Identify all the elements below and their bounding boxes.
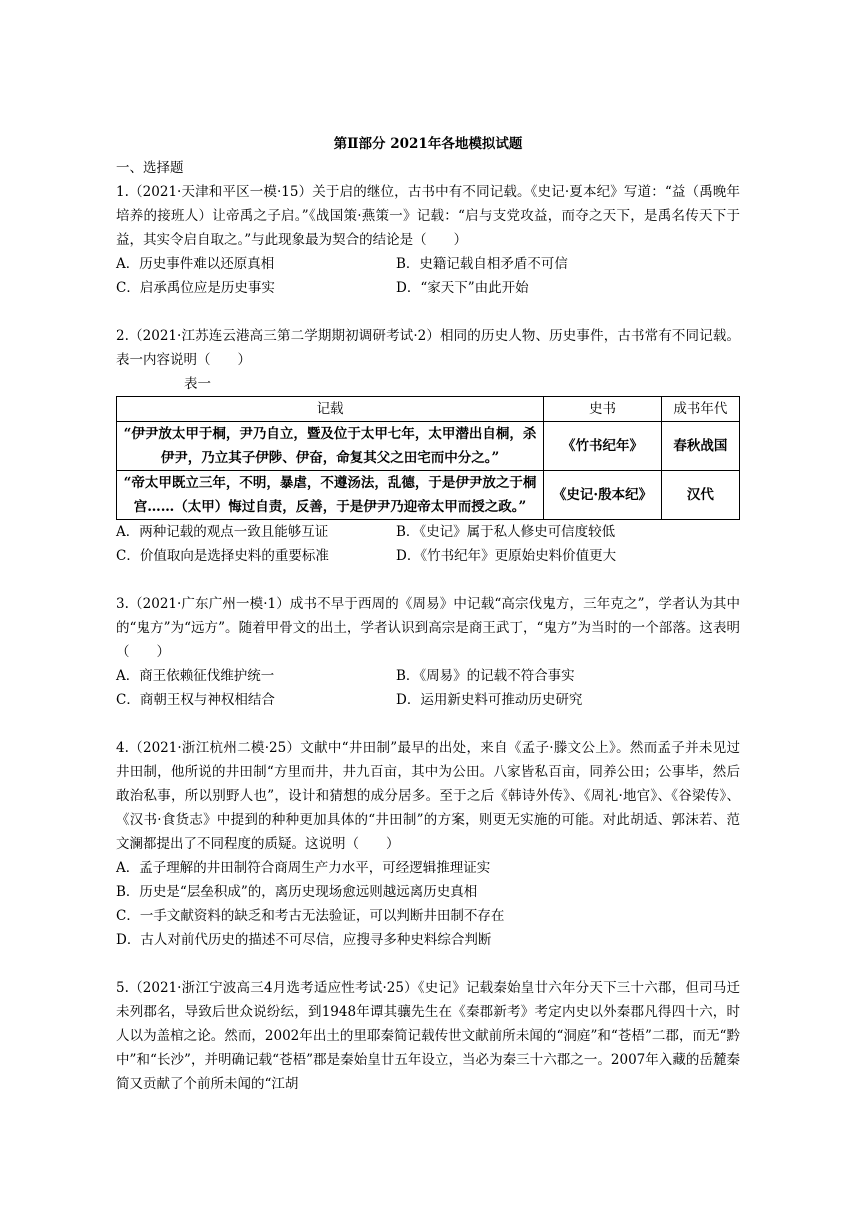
- question-1-stem: 1.（2021·天津和平区一模·15）关于启的继位，古书中有不同记载。《史记·夏本纪》写道：“益（禹晚年培养的接班人）让帝禹之子启。”《战国策·燕策一》记载：“启与支党攻益，而夺之天下，是禹名传天下于益，其实令启自取之。”与此现象最为契合的结论是（ ）: [116, 184, 740, 248]
- option-d: D．“家天下”由此开始: [396, 280, 529, 296]
- option-b: B．《史记》属于私人修史可信度较低: [396, 524, 616, 540]
- table-cell-record: “伊尹放太甲于桐，尹乃自立，暨及位于太甲七年，太甲潜出自桐，杀伊尹，乃立其子伊陟、伊奋，命复其父之田宅而中分之。”: [117, 422, 544, 471]
- document-page: [116, 132, 740, 1096]
- option-b: B．《周易》的记载不符合事实: [396, 668, 575, 684]
- option-a: A．商王依赖征伐维护统一: [116, 668, 275, 684]
- question-3-stem: 3.（2021·广东广州一模·1）成书不早于西周的《周易》中记载“高宗伐鬼方，三年克之”，学者认为其中的“鬼方”为“远方”。随着甲骨文的出土，学者认识到高宗是商王武丁，“鬼方”为当时的一个部落。这表明（ ）: [116, 596, 740, 660]
- option-c: C．一手文献资料的缺乏和考古无法验证，可以判断井田制不存在: [116, 908, 505, 924]
- option-a: A．两种记载的观点一致且能够互证: [116, 524, 329, 540]
- page-title: 第Ⅱ部分 2021年各地模拟试题: [333, 136, 523, 152]
- option-d: D．《竹书纪年》更原始史料价值更大: [396, 548, 617, 564]
- table-cell-source: 《竹书纪年》: [544, 422, 662, 471]
- section-heading: 一、选择题: [116, 160, 184, 176]
- option-b: B．历史是“层垒积成”的，离历史现场愈远则越远离历史真相: [116, 884, 478, 900]
- question-1-options: [116, 252, 740, 300]
- table-cell-era: 汉代: [661, 471, 739, 520]
- option-c: C．启承禹位应是历史事实: [116, 280, 275, 296]
- table-header-era: 成书年代: [661, 397, 739, 422]
- option-c: C．价值取向是选择史料的重要标准: [116, 548, 329, 564]
- option-c: C．商朝王权与神权相结合: [116, 692, 275, 708]
- question-5-stem: 5.（2021·浙江宁波高三4月选考适应性考试·25）《史记》记载秦始皇廿六年分天下三十六郡，但司马迁未列郡名，导致后世众说纷纭，到1948年谭其骧先生在《秦郡新考》考定内史以外秦郡凡得四十六，时人以为盖棺之论。然而，2002年出土的里耶秦简记载传世文献前所未闻的“洞庭”和“苍梧”二郡，而无“黔中”和“长沙”，并明确记载“苍梧”郡是秦始皇廿五年设立，当必为秦三十六郡之一。2007年入藏的岳麓秦简又贡献了个前所未闻的“江胡: [116, 980, 740, 1092]
- option-d: D．古人对前代历史的描述不可尽信，应搜寻多种史料综合判断: [116, 932, 492, 948]
- question-4-stem: 4.（2021·浙江杭州二模·25）文献中“井田制”最早的出处，来自《孟子·滕文公上》。然而孟子并未见过井田制，他所说的井田制“方里而井，井九百亩，其中为公田。八家皆私百亩，同养公田；公事毕，然后敢治私事，所以别野人也”，设计和猜想的成分居多。至于之后《韩诗外传》、《周礼·地官》、《谷梁传》、《汉书·食货志》中提到的种种更加具体的“井田制”的方案，则更无实施的可能。对此胡适、郭沫若、范文澜都提出了不同程度的质疑。这说明（ ）: [116, 740, 740, 852]
- question-2-options: [116, 520, 740, 568]
- table-header-source: 史书: [544, 397, 662, 422]
- option-d: D．运用新史料可推动历史研究: [396, 692, 583, 708]
- table-cell-record: “帝太甲既立三年，不明，暴虐，不遵汤法，乱德，于是伊尹放之于桐宫……（太甲）悔过自责，反善，于是伊尹乃迎帝太甲而授之政。”: [117, 471, 544, 520]
- option-a: A．历史事件难以还原真相: [116, 256, 275, 272]
- table-cell-source: 《史记·殷本纪》: [544, 471, 662, 520]
- source-table: [116, 396, 740, 520]
- table-row: [117, 422, 740, 471]
- option-a: A．孟子理解的井田制符合商周生产力水平，可经逻辑推理证实: [116, 860, 491, 876]
- question-3-options: [116, 664, 740, 712]
- table-label: 表一: [184, 376, 211, 392]
- table-header-record: 记载: [117, 397, 544, 422]
- question-2-stem: 2.（2021·江苏连云港高三第二学期期初调研考试·2）相同的历史人物、历史事件，古书常有不同记载。表一内容说明（ ）: [116, 328, 740, 368]
- table-row: [117, 471, 740, 520]
- option-b: B．史籍记载自相矛盾不可信: [396, 256, 568, 272]
- table-cell-era: 春秋战国: [661, 422, 739, 471]
- question-4-options: [116, 856, 740, 952]
